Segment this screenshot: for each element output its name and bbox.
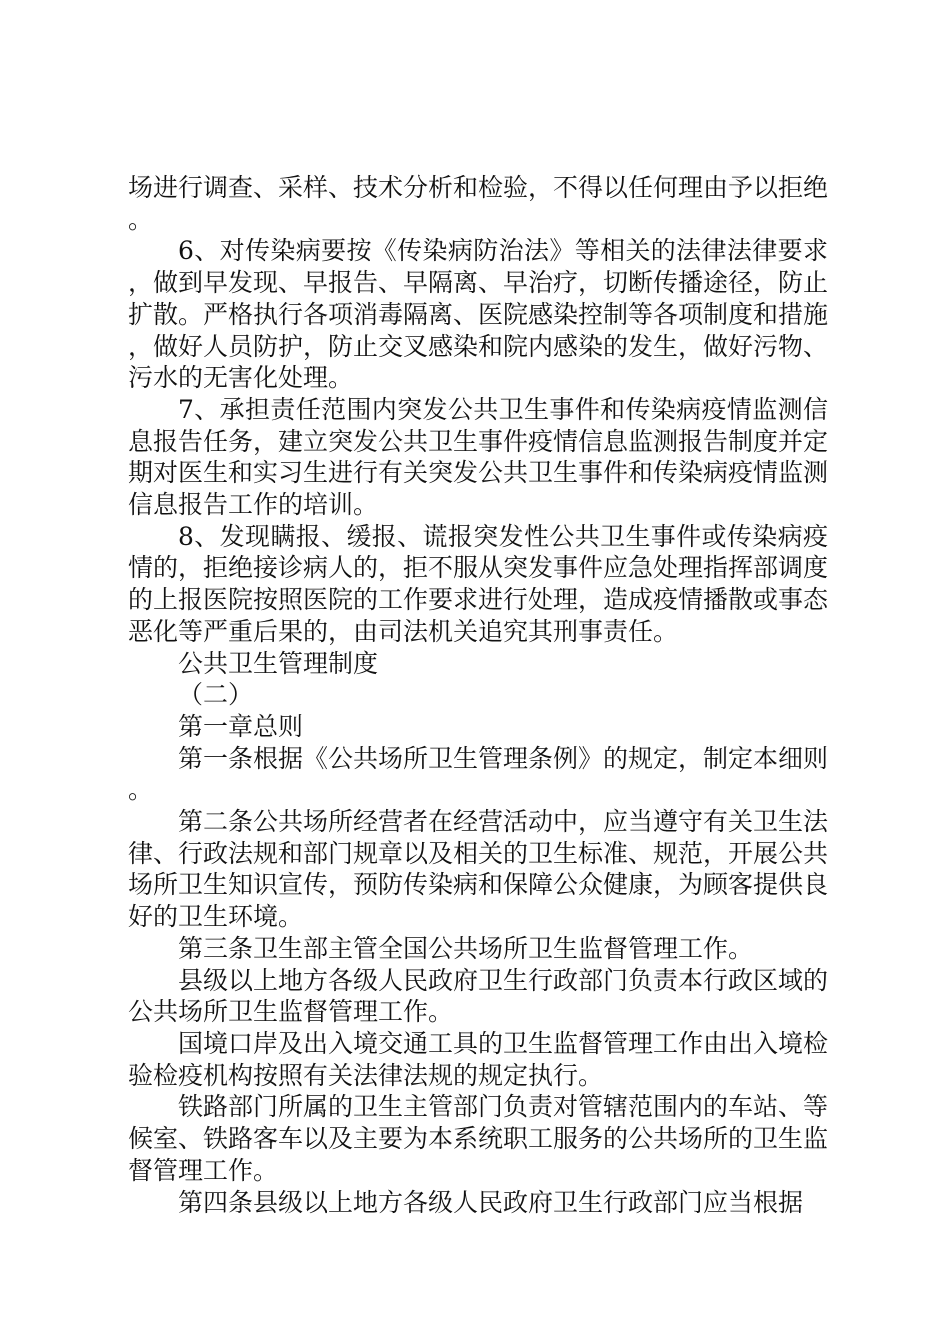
article-3-railway: 铁路部门所属的卫生主管部门负责对管辖范围内的车站、等候室、铁路客车以及主要为本系统职工服务的公共场所的卫生监督管理工作。	[128, 1092, 829, 1185]
article-2: 第二条公共场所经营者在经营活动中，应当遵守有关卫生法律、行政法规和部门规章以及相关的卫生标准、规范，开展公共场所卫生知识宣传，预防传染病和保障公众健康，为顾客提供良好的卫生环境。	[128, 807, 829, 932]
document-page	[128, 172, 828, 1218]
chapter-heading: 第一章总则	[178, 711, 304, 741]
section-number: （二）	[178, 680, 254, 710]
article-4: 第四条县级以上地方各级人民政府卫生行政部门应当根据	[178, 1187, 804, 1217]
section-title: 公共卫生管理制度	[178, 648, 379, 678]
article-3-local: 县级以上地方各级人民政府卫生行政部门负责本行政区域的公共场所卫生监督管理工作。	[128, 965, 829, 1027]
article-1: 第一条根据《公共场所卫生管理条例》的规定，制定本细则。	[128, 743, 829, 805]
paragraph-item-6: 6、对传染病要按《传染病防治法》等相关的法律法律要求，做到早发现、早报告、早隔离、早治疗，切断传播途径，防止扩散。严格执行各项消毒隔离、医院感染控制等各项制度和措施，做好人员防护，防止交叉感染和院内感染的发生，做好污物、污水的无害化处理。	[128, 236, 829, 393]
article-3-border: 国境口岸及出入境交通工具的卫生监督管理工作由出入境检验检疫机构按照有关法律法规的规定执行。	[128, 1028, 829, 1090]
paragraph-item-8: 8、发现瞒报、缓报、谎报突发性公共卫生事件或传染病疫情的，拒绝接诊病人的，拒不服从突发事件应急处理指挥部调度的上报医院按照医院的工作要求进行处理，造成疫情播散或事态恶化等严重后果的，由司法机关追究其刑事责任。	[128, 521, 829, 646]
article-3: 第三条卫生部主管全国公共场所卫生监督管理工作。	[178, 933, 754, 963]
paragraph-continuation: 场进行调查、采样、技术分析和检验，不得以任何理由予以拒绝。	[128, 173, 829, 234]
paragraph-item-7: 7、承担责任范围内突发公共卫生事件和传染病疫情监测信息报告任务，建立突发公共卫生事件疫情信息监测报告制度并定期对医生和实习生进行有关突发公共卫生事件和传染病疫情监测信息报告工作的培训。	[128, 394, 829, 520]
